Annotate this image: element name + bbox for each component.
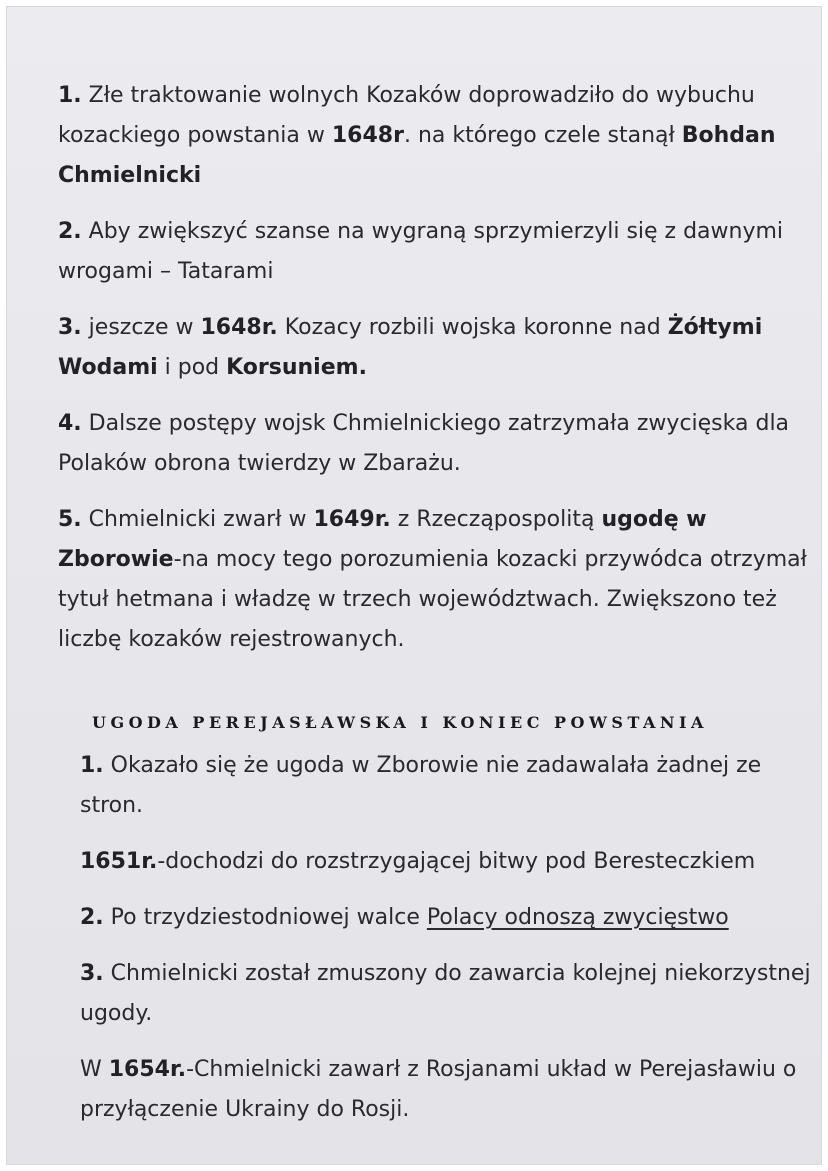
section-point-1 (80, 746, 828, 826)
point-text: Aby zwiększyć szanse na wygraną sprzymierzyli się z dawnymi wrogami – Tatarami (58, 219, 784, 284)
point-text: Po trzydziestodniowej walce (103, 905, 427, 930)
document-page (6, 6, 822, 1165)
point-text: -dochodzi do rozstrzygającej bitwy pod Beresteczkiem (157, 849, 756, 874)
point-text: Chmielnicki został zmuszony do zawarcia kolejnej niekorzystnej ugody. (80, 961, 811, 1026)
point-text: Okazało się że ugoda w Zborowie nie zadawalała żadnej ze stron. (80, 753, 762, 818)
point-place: Korsuniem. (226, 355, 367, 380)
point-text: Złe traktowanie wolnych Kozaków doprowadziło do wybuchu kozackiego powstania w (58, 83, 755, 148)
point-date: 1651r. (80, 849, 158, 874)
point-treaty: ugodę w Zborowie (58, 507, 707, 572)
point-text: z Rzecząpospolitą (390, 507, 602, 532)
point-1 (58, 76, 828, 196)
point-text: Dalsze postępy wojsk Chmielnickiego zatrzymała zwycięska dla Polaków obrona twierdzy w Zbarażu. (58, 411, 790, 476)
point-5 (58, 500, 828, 660)
point-number: 2. (80, 905, 104, 930)
point-date: 1649r. (313, 507, 391, 532)
point-text: Kozacy rozbili wojska koronne nad (277, 315, 668, 340)
section-point-2 (80, 898, 828, 938)
point-4 (58, 404, 828, 484)
point-text: -Chmielnicki zawarł z Rosjanami układ w Perejasławiu o przyłączenie Ukrainy do Rosji. (80, 1057, 797, 1122)
document-content (58, 76, 828, 1146)
point-text: -na mocy tego porozumienia kozacki przywódca otrzymał tytuł hetmana i władzę w trzech województwach. Zwiększono też liczbę kozaków rejestrowanych. (58, 547, 807, 652)
point-text: jeszcze w (81, 315, 201, 340)
point-date: 1648r. (200, 315, 278, 340)
section-treaty-line (80, 1050, 828, 1130)
point-text: W (80, 1057, 109, 1082)
point-text: i pod (157, 355, 227, 380)
point-text: Chmielnicki zwarł w (81, 507, 314, 532)
section-point-3 (80, 954, 828, 1034)
point-number: 1. (80, 753, 104, 778)
point-2 (58, 212, 828, 292)
point-number: 5. (58, 507, 82, 532)
point-text: . na którego czele stanął (403, 123, 682, 148)
point-date: 1648r (331, 123, 404, 148)
point-3 (58, 308, 828, 388)
point-number: 3. (80, 961, 104, 986)
point-name: Bohdan Chmielnicki (58, 123, 776, 188)
point-number: 1. (58, 83, 82, 108)
point-place: Żółtymi Wodami (58, 315, 763, 380)
point-date: 1654r. (108, 1057, 187, 1082)
section-battle-line (80, 842, 828, 882)
underlined-victory: Polacy odnoszą zwycięstwo (426, 905, 729, 930)
point-number: 3. (58, 315, 82, 340)
point-number: 4. (58, 411, 82, 436)
section-body (80, 746, 828, 1130)
point-number: 2. (58, 219, 82, 244)
section-title: UGODA PEREJASŁAWSKA I KONIEC POWSTANIA (92, 713, 708, 732)
